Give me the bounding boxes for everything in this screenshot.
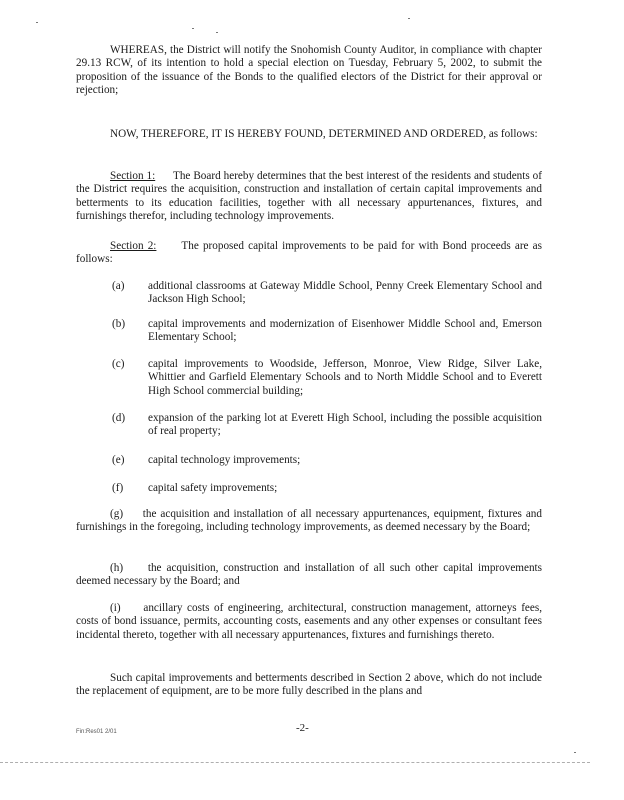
scan-speck: [36, 22, 38, 23]
item-g-text: the acquisition and installation of all necessary appurtenances, equipment, fixtures and furnishings in the foregoing, including technology improvements, as deemed necessary by the Board;: [76, 508, 542, 534]
item-h-text: the acquisition, construction and installation of all such other capital improvements deemed necessary by the Board; and: [76, 562, 543, 588]
list-item-label: (a): [112, 280, 125, 292]
list-item-text: capital improvements to Woodside, Jefferson, Monroe, View Ridge, Silver Lake, Whittier and Garfield Elementary Schools and to North Middle School and to Everett High School commercial building;: [148, 358, 542, 397]
list-item-label: (d): [112, 412, 126, 424]
list-item-text: additional classrooms at Gateway Middle School, Penny Creek Elementary School and Jackson High School;: [148, 280, 542, 306]
section-2-paragraph: [76, 240, 542, 267]
scan-artifact-line: [0, 762, 590, 763]
section-1-heading: Section 1:: [110, 170, 156, 182]
section-2-heading: Section 2:: [110, 240, 157, 252]
list-item-label: (e): [112, 454, 125, 466]
item-i-text: ancillary costs of engineering, architectural, construction management, attorneys fees, costs of bond issuance, permits, accounting costs, easements and any other expenses or consultant fees incidental thereto, together with all necessary appurtenances, fixtures and furnishings thereto.: [76, 602, 543, 641]
item-i-paragraph: [76, 602, 542, 642]
list-item-text: capital improvements and modernization of Eisenhower Middle School and, Emerson Elementary School;: [148, 318, 542, 344]
list-item-text: expansion of the parking lot at Everett High School, including the possible acquisition of real property;: [148, 412, 542, 438]
scan-speck: [408, 18, 410, 19]
list-item-label: (b): [112, 318, 126, 330]
item-i-label: (i): [110, 602, 121, 614]
now-therefore-paragraph: [76, 128, 542, 141]
item-g-label: (g): [110, 508, 124, 520]
section-1-text: The Board hereby determines that the best interest of the residents and students of the District requires the acquisition, construction and installation of certain capital improvements and betterments to its education facilities, together with all necessary appurtenances, fixtures, and furnishings therefor, including technology improvements.: [76, 170, 543, 223]
list-item-text: capital technology improvements;: [148, 454, 301, 466]
page-number: -2-: [296, 722, 309, 734]
item-h-paragraph: [76, 562, 542, 589]
section-1-paragraph: [76, 170, 542, 224]
list-item-label: (f): [112, 482, 124, 494]
whereas-text: WHEREAS, the District will notify the Snohomish County Auditor, in compliance with chapter 29.13 RCW, of its intention to hold a special election on Tuesday, February 5, 2002, to submit the proposition of the issuance of the Bonds to the qualified electors of the District for their approval or rejection;: [76, 44, 542, 97]
section-2-text: The proposed capital improvements to be paid for with Bond proceeds are as follows:: [76, 240, 542, 266]
list-item-text: capital safety improvements;: [148, 482, 278, 494]
closing-paragraph: [76, 672, 542, 699]
footer-code: Fin:Res01 2/01: [76, 729, 117, 735]
item-h-label: (h): [110, 562, 124, 574]
scan-speck: [192, 28, 194, 29]
whereas-paragraph: [76, 44, 542, 98]
scan-speck: [216, 32, 218, 33]
list-item-label: (c): [112, 358, 125, 370]
scan-speck: [574, 752, 576, 753]
item-g-paragraph: [76, 508, 542, 535]
closing-text: Such capital improvements and betterments described in Section 2 above, which do not include the replacement of equipment, are to be more fully described in the plans and: [76, 672, 542, 698]
now-therefore-text: NOW, THEREFORE, IT IS HEREBY FOUND, DETERMINED AND ORDERED, as follows:: [110, 128, 538, 140]
